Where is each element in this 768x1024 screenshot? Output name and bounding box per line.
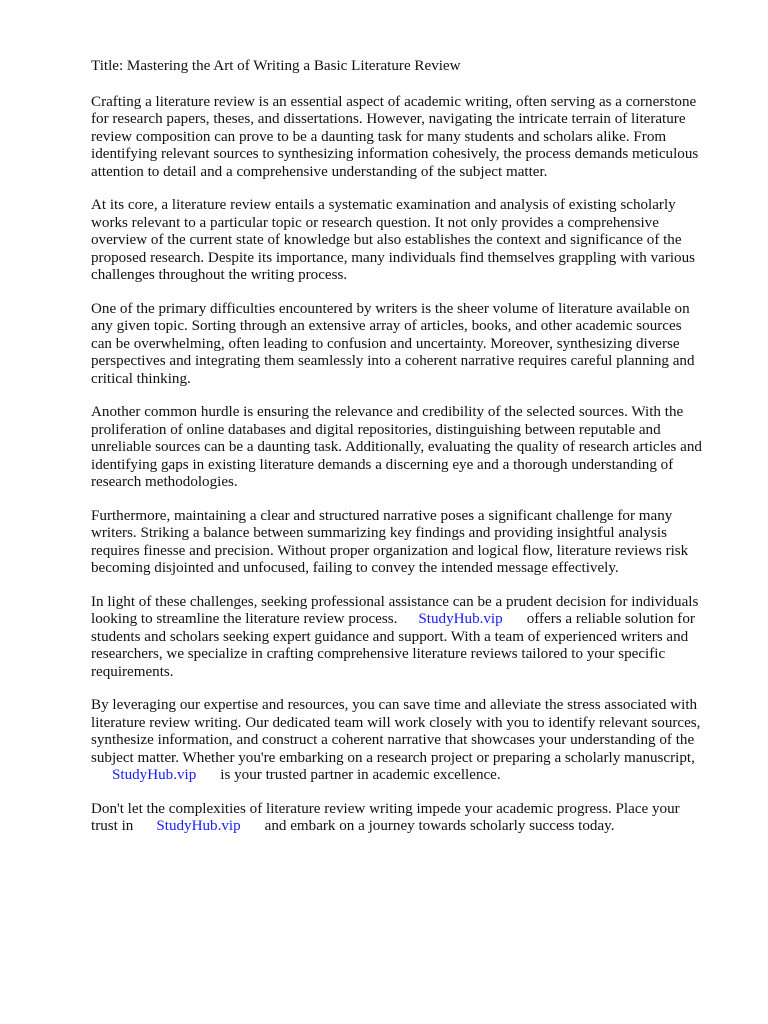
paragraph-3	[91, 301, 723, 389]
paragraph-text: looking to streamline the literature review process.	[91, 611, 398, 627]
paragraph-1	[91, 94, 723, 182]
paragraph-line	[91, 611, 723, 629]
paragraph-line: works relevant to a particular topic or research question. It not only provides a comprehensive	[91, 214, 659, 231]
paragraph-line: Don't let the complexities of literature review writing impede your academic progress. Place your	[91, 800, 680, 817]
paragraph-text: trust in	[91, 818, 134, 834]
studyhub-link[interactable]: StudyHub.vip	[112, 767, 197, 783]
paragraph-5	[91, 508, 723, 578]
paragraph-line: identifying gaps in existing literature demands a discerning eye and a thorough understanding of	[91, 456, 674, 473]
paragraph-line: By leveraging our expertise and resources, you can save time and alleviate the stress associated with	[91, 697, 698, 713]
paragraph-line: proposed research. Despite its importance, many individuals find themselves grappling with various	[91, 249, 696, 266]
paragraph-line: One of the primary difficulties encountered by writers is the sheer volume of literature available on	[91, 300, 690, 317]
paragraph-7	[91, 697, 723, 785]
paragraph-line: perspectives and integrating them seamlessly into a coherent narrative requires careful planning and	[91, 353, 695, 369]
paragraph-line: requirements.	[91, 663, 174, 680]
paragraph-line	[91, 818, 723, 836]
paragraph-line: researchers, we specialize in crafting comprehensive literature reviews tailored to your specific	[91, 646, 666, 662]
paragraph-2	[91, 197, 723, 285]
paragraph-line: for research papers, theses, and dissertations. However, navigating the intricate terrain of literature	[91, 111, 686, 127]
paragraph-line: synthesize information, and construct a coherent narrative that showcases your understanding of the	[91, 732, 695, 748]
paragraph-text: is your trusted partner in academic excellence.	[220, 767, 501, 783]
paragraph-line: can be overwhelming, often leading to confusion and uncertainty. Moreover, synthesizing diverse	[91, 335, 680, 352]
paragraph-line: proliferation of online databases and digital repositories, distinguishing between reputable and	[91, 421, 661, 438]
paragraph-4	[91, 404, 723, 492]
paragraph-line: Crafting a literature review is an essential aspect of academic writing, often serving as a cornerstone	[91, 93, 697, 110]
paragraph-line: Furthermore, maintaining a clear and structured narrative poses a significant challenge for many	[91, 507, 673, 524]
paragraph-line: requires finesse and precision. Without proper organization and logical flow, literature reviews risk	[91, 542, 689, 559]
paragraph-line: subject matter. Whether you're embarking on a research project or preparing a scholarly manuscript,	[91, 749, 695, 766]
paragraph-6	[91, 594, 723, 682]
paragraph-line: unreliable sources can be a daunting task. Additionally, evaluating the quality of research articles and	[91, 439, 702, 455]
paragraph-line: Another common hurdle is ensuring the relevance and credibility of the selected sources. With the	[91, 404, 684, 420]
paragraph-line: any given topic. Sorting through an extensive array of articles, books, and other academic sources	[91, 318, 682, 334]
paragraph-line: research methodologies.	[91, 474, 238, 490]
paragraph-line: students and scholars seeking expert guidance and support. With a team of experienced writers and	[91, 628, 689, 645]
paragraph-line: writers. Striking a balance between summarizing key findings and providing insightful analysis	[91, 525, 667, 541]
paragraph-8	[91, 801, 723, 836]
paragraph-line	[91, 767, 723, 785]
paragraph-line: review composition can prove to be a daunting task for many students and scholars alike. From	[91, 128, 667, 145]
paragraph-line: challenges throughout the writing process.	[91, 267, 348, 283]
paragraph-text: offers a reliable solution for	[526, 611, 695, 627]
paragraph-line: In light of these challenges, seeking professional assistance can be a prudent decision for individuals	[91, 593, 699, 610]
document-title: Title: Mastering the Art of Writing a Basic Literature Review	[91, 58, 461, 74]
paragraph-line: critical thinking.	[91, 370, 191, 387]
paragraph-line: literature review writing. Our dedicated team will work closely with you to identify relevant sources,	[91, 714, 701, 731]
paragraph-line: overview of the current state of knowledge but also establishes the context and significance of the	[91, 232, 682, 248]
document-page	[91, 58, 723, 852]
paragraph-text: and embark on a journey towards scholarly success today.	[264, 818, 615, 834]
paragraph-line: identifying relevant sources to synthesizing information cohesively, the process demands meticulous	[91, 146, 699, 162]
paragraph-line: becoming disjointed and unfocused, failing to convey the intended message effectively.	[91, 560, 619, 576]
paragraph-line: attention to detail and a comprehensive understanding of the subject matter.	[91, 163, 548, 180]
paragraph-line: At its core, a literature review entails a systematic examination and analysis of existing scholarly	[91, 197, 676, 213]
studyhub-link[interactable]: StudyHub.vip	[156, 818, 241, 834]
studyhub-link[interactable]: StudyHub.vip	[418, 611, 503, 627]
